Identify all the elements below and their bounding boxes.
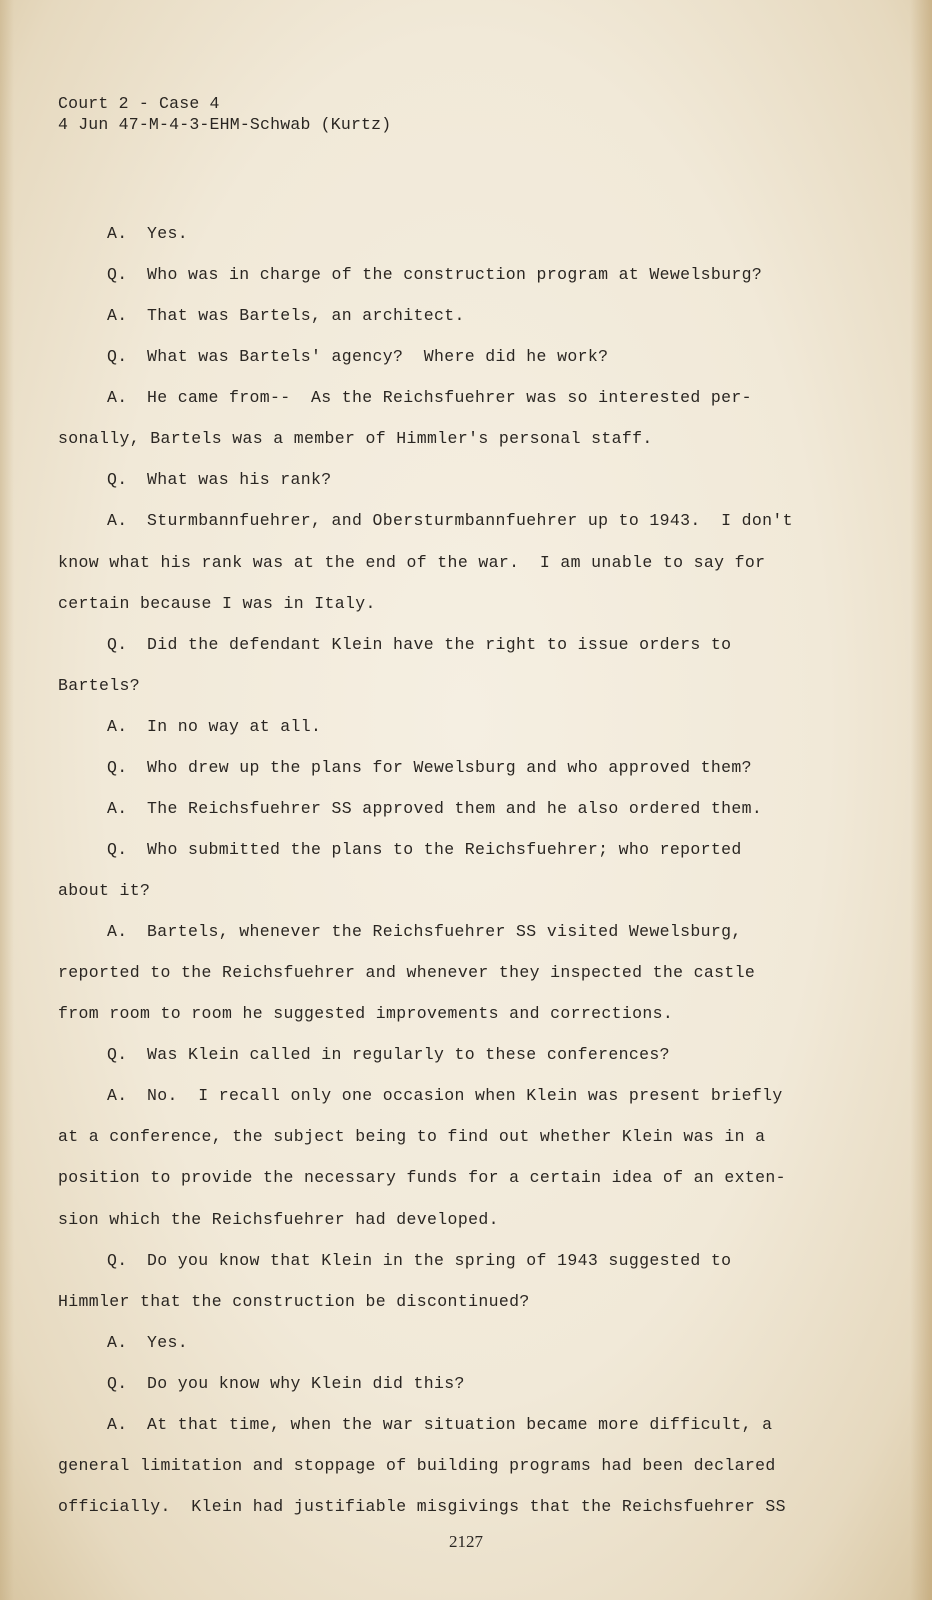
answer-marker: A. (107, 922, 128, 942)
transcript-text: The Reichsfuehrer SS approved them and he also ordered them. (147, 798, 763, 818)
transcript-text: Sturmbannfuehrer, and Obersturmbannfuehrer up to 1943. I don't (147, 511, 793, 531)
transcript-line (58, 788, 798, 829)
question-marker: Q. (107, 634, 128, 654)
transcript-text: Himmler that the construction be discontinued? (58, 1291, 530, 1311)
question-marker: Q. (107, 265, 128, 285)
question-marker: Q. (107, 1045, 128, 1065)
question-marker: Q. (107, 757, 128, 777)
transcript-text: general limitation and stoppage of building programs had been declared (58, 1455, 776, 1475)
transcript-text: Yes. (147, 224, 189, 243)
transcript-line (58, 1322, 798, 1363)
transcript-text: Bartels? (58, 675, 141, 695)
transcript-text: In no way at all. (147, 716, 322, 736)
question-marker: Q. (107, 470, 128, 490)
transcript-line (58, 377, 798, 418)
transcript-text: sonally, Bartels was a member of Himmler's personal staff. (58, 429, 653, 449)
transcript-text: Who drew up the plans for Wewelsburg and who approved them? (147, 757, 752, 777)
transcript-text: Yes. (147, 1332, 189, 1352)
transcript-line (58, 1034, 798, 1075)
transcript-text: about it? (58, 881, 151, 900)
question-marker: Q. (107, 1250, 128, 1270)
transcript-line (58, 1240, 798, 1281)
transcript-text: officially. Klein had justifiable misgivings that the Reichsfuehrer SS (58, 1496, 786, 1516)
transcript-text: Was Klein called in regularly to these conferences? (147, 1045, 670, 1065)
answer-marker: A. (107, 224, 128, 243)
transcript-text: He came from-- As the Reichsfuehrer was so interested per- (147, 388, 752, 408)
transcript-line (58, 1199, 798, 1240)
transcript-text: What was his rank? (147, 470, 332, 490)
transcript-text: At that time, when the war situation became more difficult, a (147, 1414, 773, 1434)
transcript-line (58, 500, 798, 541)
transcript-text: Bartels, whenever the Reichsfuehrer SS visited Wewelsburg, (147, 922, 742, 942)
transcript-text: What was Bartels' agency? Where did he work? (147, 347, 609, 367)
transcript-text: Do you know that Klein in the spring of 1943 suggested to (147, 1250, 732, 1270)
answer-marker: A. (107, 388, 128, 408)
transcript-text: reported to the Reichsfuehrer and whenever they inspected the castle (58, 963, 756, 983)
answer-marker: A. (107, 1414, 128, 1434)
transcript-line (58, 706, 798, 747)
transcript-text: from room to room he suggested improvements and corrections. (58, 1004, 674, 1024)
transcript-line (58, 254, 798, 295)
transcript-line (58, 1157, 798, 1198)
transcript-line (58, 1363, 798, 1404)
document-header (58, 93, 391, 135)
transcript-line (58, 459, 798, 500)
question-marker: Q. (107, 347, 128, 367)
answer-marker: A. (107, 798, 128, 818)
transcript-line (58, 747, 798, 788)
transcript-text: That was Bartels, an architect. (147, 306, 465, 326)
answer-marker: A. (107, 1086, 128, 1106)
transcript-text: No. I recall only one occasion when Klein was present briefly (147, 1086, 783, 1106)
answer-marker: A. (107, 306, 128, 326)
transcript-text: Did the defendant Klein have the right to issue orders to (147, 634, 732, 654)
page-edge-shadow-left (0, 0, 14, 1600)
transcript-line (58, 542, 798, 583)
transcript-line (58, 213, 798, 254)
transcript-line (58, 418, 798, 459)
transcript-line (58, 1075, 798, 1116)
transcript-line (58, 952, 798, 993)
transcript-line (58, 1116, 798, 1157)
answer-marker: A. (107, 716, 128, 736)
transcript-text: Do you know why Klein did this? (147, 1373, 465, 1393)
answer-marker: A. (107, 511, 128, 531)
transcript-text: Who submitted the plans to the Reichsfuehrer; who reported (147, 839, 742, 859)
transcript-line (58, 583, 798, 624)
transcript-line (58, 1445, 798, 1486)
question-marker: Q. (107, 1373, 128, 1393)
transcript-line (58, 993, 798, 1034)
transcript-text: at a conference, the subject being to find out whether Klein was in a (58, 1127, 766, 1147)
transcript-line (58, 624, 798, 665)
answer-marker: A. (107, 1332, 128, 1352)
header-session-reference: 4 Jun 47-M-4-3-EHM-Schwab (Kurtz) (58, 115, 392, 134)
transcript-text: certain because I was in Italy. (58, 593, 376, 613)
transcript-text: sion which the Reichsfuehrer had developed. (58, 1209, 499, 1229)
transcript-line (58, 911, 798, 952)
transcript-line (58, 665, 798, 706)
transcript-text: position to provide the necessary funds for a certain idea of an exten- (58, 1168, 786, 1188)
transcript-body (58, 213, 798, 1527)
question-marker: Q. (107, 839, 128, 859)
transcript-line (58, 1281, 798, 1322)
page-edge-shadow-right (910, 0, 932, 1600)
transcript-line (58, 1404, 798, 1445)
transcript-line (58, 870, 798, 911)
transcript-text: Who was in charge of the construction program at Wewelsburg? (147, 265, 763, 285)
transcript-line (58, 1486, 798, 1527)
transcript-line (58, 829, 798, 870)
transcript-line (58, 295, 798, 336)
transcript-line (58, 336, 798, 377)
transcript-text: know what his rank was at the end of the war. I am unable to say for (58, 552, 766, 572)
header-court-case: Court 2 - Case 4 (58, 94, 220, 113)
page-number: 2127 (449, 1532, 483, 1551)
